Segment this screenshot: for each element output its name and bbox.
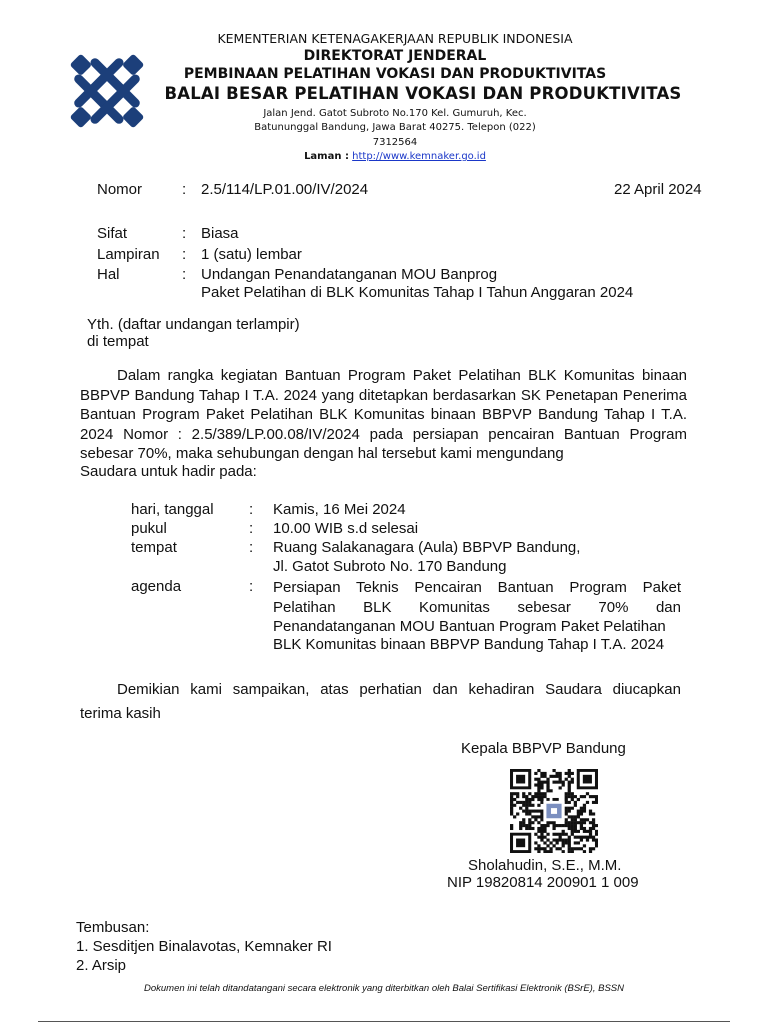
hal-value-line-1: Undangan Penandatanganan MOU Banprog xyxy=(201,266,498,283)
lampiran-label: Lampiran xyxy=(97,246,160,263)
hari-value: Kamis, 16 Mei 2024 xyxy=(273,501,406,518)
signatory-name: Sholahudin, S.E., M.M. xyxy=(468,857,622,874)
body-paragraph-1 xyxy=(80,366,687,464)
tempat-label: tempat xyxy=(131,539,177,556)
tempat-colon: : xyxy=(249,539,254,556)
pukul-value: 10.00 WIB s.d selesai xyxy=(273,520,419,537)
body-paragraph-1-end: Saudara untuk hadir pada: xyxy=(80,463,257,480)
address-line-3: 7312564 xyxy=(372,137,418,148)
address-line-2: Batununggal Bandung, Jawa Barat 40275. Telepon (022) xyxy=(254,122,536,133)
tembusan-heading: Tembusan: xyxy=(76,919,150,936)
closing-paragraph-end: terima kasih xyxy=(80,705,161,722)
letter-date: 22 April 2024 xyxy=(614,181,702,198)
website-link[interactable]: http://www.kemnaker.go.id xyxy=(352,151,486,162)
closing-paragraph-main: Demikian kami sampaikan, atas perhatian dan kehadiran Saudara diucapkan xyxy=(117,681,681,698)
institution-name: BALAI BESAR PELATIHAN VOKASI DAN PRODUKTIVITAS xyxy=(164,84,682,103)
hari-label: hari, tanggal xyxy=(131,501,214,518)
pukul-colon: : xyxy=(249,520,254,537)
hal-label: Hal xyxy=(97,266,120,283)
directorate-name: PEMBINAAN PELATIHAN VOKASI DAN PRODUKTIVITAS xyxy=(183,66,607,82)
agenda-label: agenda xyxy=(131,578,182,595)
pukul-label: pukul xyxy=(131,520,167,537)
agenda-colon: : xyxy=(249,578,254,595)
tempat-value-line-1: Ruang Salakanagara (Aula) BBPVP Bandung, xyxy=(273,539,581,556)
tembusan-item: 2. Arsip xyxy=(76,957,127,974)
ministry-name: KEMENTERIAN KETENAGAKERJAAN REPUBLIK INDONESIA xyxy=(217,31,573,46)
lampiran-colon: : xyxy=(182,246,187,263)
tembusan-item: 1. Sesditjen Binalavotas, Kemnaker RI xyxy=(76,938,332,955)
agenda-value-end: BLK Komunitas binaan BBPVP Bandung Tahap I T.A. 2024 xyxy=(273,636,665,653)
lampiran-value: 1 (satu) lembar xyxy=(201,246,302,263)
body-paragraph-1-main: Dalam rangka kegiatan Bantuan Program Paket Pelatihan BLK Komunitas binaan BBPVP Bandung Tahap I T.A. 2024 yang ditetapkan berdasarkan SK Penetapan Penerima Bantuan Program Paket Pelatihan BLK Komunitas binaan BBPVP Bandung Tahap I T.A. 2024 Nomor : 2.5/389/LP.00.08/IV/2024 pada persiapan pencairan Bantuan Program sebesar 70%, maka sehubungan dengan hal tersebut kami mengundang xyxy=(80,367,687,462)
tempat-value-line-2: Jl. Gatot Subroto No. 170 Bandung xyxy=(273,558,507,575)
recipient-line-2: di tempat xyxy=(87,333,149,350)
closing-paragraph xyxy=(117,680,681,700)
hal-value-line-2: Paket Pelatihan di BLK Komunitas Tahap I Tahun Anggaran 2024 xyxy=(201,284,634,301)
signatory-title: Kepala BBPVP Bandung xyxy=(461,740,626,757)
website-label: Laman : xyxy=(304,151,349,162)
agenda-value-main: Persiapan Teknis Pencairan Bantuan Program Paket Pelatihan BLK Komunitas sebesar 70% dan Penandatanganan MOU Bantuan Program Paket Pelatihan xyxy=(273,579,681,635)
sifat-colon: : xyxy=(182,225,187,242)
signatory-nip: NIP 19820814 200901 1 009 xyxy=(447,874,639,891)
hal-colon: : xyxy=(182,266,187,283)
footer-divider xyxy=(38,1021,730,1022)
electronic-signature-note: Dokumen ini telah ditandatangani secara elektronik yang diterbitkan oleh Balai Sertifikasi Elektronik (BSrE), BSSN xyxy=(144,983,624,994)
hari-colon: : xyxy=(249,501,254,518)
sifat-value: Biasa xyxy=(201,225,239,242)
agenda-value xyxy=(273,578,681,637)
nomor-value: 2.5/114/LP.01.00/IV/2024 xyxy=(201,181,369,198)
directorate-general: DIREKTORAT JENDERAL xyxy=(303,48,487,64)
website-line xyxy=(0,151,768,162)
address-line-1: Jalan Jend. Gatot Subroto No.170 Kel. Gumuruh, Kec. xyxy=(263,108,527,119)
recipient-line-1: Yth. (daftar undangan terlampir) xyxy=(87,316,300,333)
nomor-label: Nomor xyxy=(97,181,143,198)
sifat-label: Sifat xyxy=(97,225,128,242)
qr-code-icon xyxy=(510,769,598,853)
signature-qr-code xyxy=(510,769,598,853)
nomor-colon: : xyxy=(182,181,187,198)
